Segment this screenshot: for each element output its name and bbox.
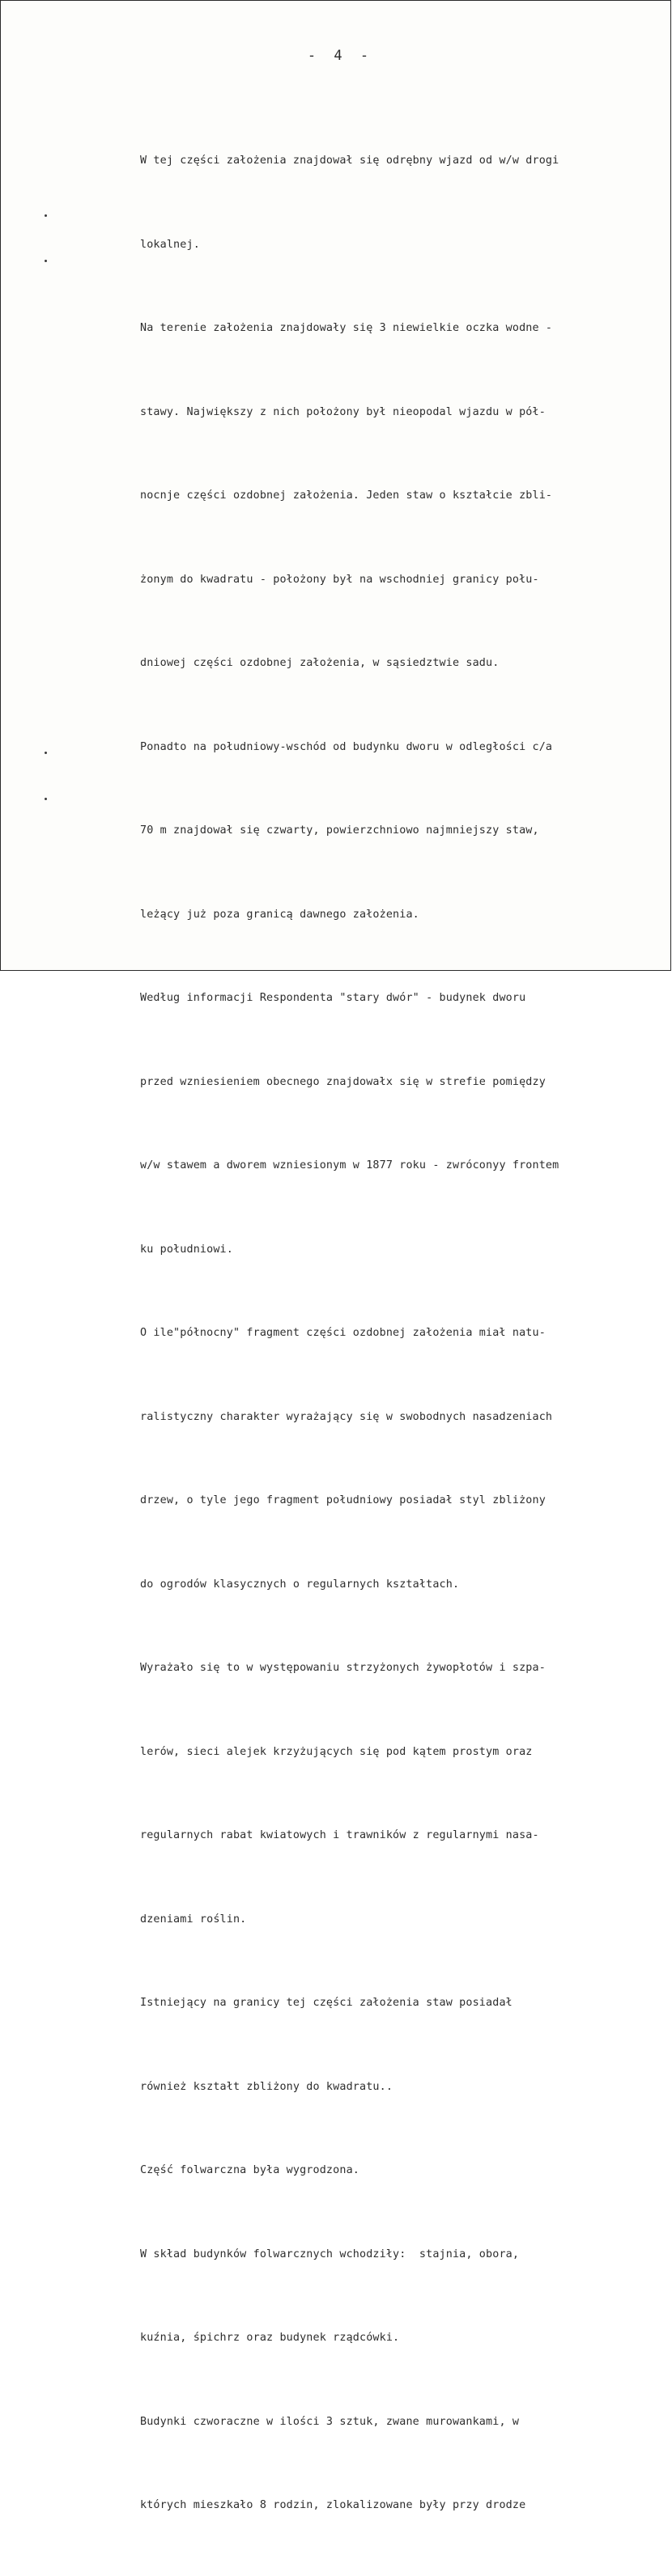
margin-dot bbox=[45, 260, 47, 262]
text-line: leżący już poza granicą dawnego założenia. bbox=[140, 908, 419, 921]
text-line: W tej części założenia znajdował się odrębny wjazd od w/w drogi bbox=[140, 155, 559, 167]
text-line: Ponadto na południowy-wschód od budynku dworu w odległości c/a bbox=[140, 740, 553, 753]
text-line: dzeniami roślin. bbox=[140, 1913, 247, 1926]
text-line: 70 m znajdował się czwarty, powierzchniowo najmniejszy staw, bbox=[140, 824, 539, 837]
text-line: Budynki czworaczne w ilości 3 sztuk, zwane murowankami, w bbox=[140, 2415, 520, 2428]
text-line: których mieszkało 8 rodzin, zlokalizowane były przy drodze bbox=[140, 2499, 526, 2511]
text-line: W skład budynków folwarcznych wchodziły: stajnia, obora, bbox=[140, 2248, 520, 2260]
page-number: - 4 - bbox=[307, 48, 374, 64]
text-line: stawy. Największy z nich położony był nieopodal wjazdu w pół- bbox=[140, 405, 546, 418]
text-line: dniowej części ozdobnej założenia, w sąsiedztwie sadu. bbox=[140, 657, 500, 669]
text-line: Według informacji Respondenta "stary dwór" - budynek dworu bbox=[140, 992, 526, 1004]
text-line: regularnych rabat kwiatowych i trawników z regularnymi nasa- bbox=[140, 1829, 539, 1841]
typed-body-text bbox=[140, 91, 670, 2576]
text-line: ku południowi. bbox=[140, 1243, 233, 1256]
text-line: do ogrodów klasycznych o regularnych kształtach. bbox=[140, 1578, 460, 1591]
text-line: żonym do kwadratu - położony był na wschodniej granicy połu- bbox=[140, 573, 539, 586]
text-line: lokalnej. bbox=[140, 238, 200, 251]
text-line: O ile"północny" fragment części ozdobnej założenia miał natu- bbox=[140, 1327, 546, 1339]
text-line: Wyrażało się to w występowaniu strzyżonych żywopłotów i szpa- bbox=[140, 1662, 546, 1674]
margin-dot bbox=[45, 214, 47, 217]
text-line: przed wzniesieniem obecnego znajdowałx się w strefie pomiędzy bbox=[140, 1075, 546, 1088]
text-line: Część folwarczna była wygrodzona. bbox=[140, 2164, 359, 2176]
text-line: drzew, o tyle jego fragment południowy posiadał styl zbliżony bbox=[140, 1494, 546, 1506]
text-line: również kształt zbliżony do kwadratu.. bbox=[140, 2080, 393, 2093]
text-line: Istniejący na granicy tej części założenia staw posiadał bbox=[140, 1997, 513, 2009]
margin-dot bbox=[45, 752, 47, 754]
text-line: ralistyczny charakter wyrażający się w swobodnych nasadzeniach bbox=[140, 1410, 553, 1423]
text-line: w/w stawem a dworem wzniesionym w 1877 roku - zwróconyy frontem bbox=[140, 1159, 559, 1171]
text-line: Na terenie założenia znajdowały się 3 niewielkie oczka wodne - bbox=[140, 322, 553, 334]
text-line: kuźnia, śpichrz oraz budynek rządcówki. bbox=[140, 2332, 400, 2344]
margin-dot bbox=[45, 798, 47, 800]
text-line: lerów, sieci alejek krzyżujących się pod kątem prostym oraz bbox=[140, 1745, 533, 1758]
text-line: nocnje części ozdobnej założenia. Jeden staw o kształcie zbli- bbox=[140, 489, 553, 502]
